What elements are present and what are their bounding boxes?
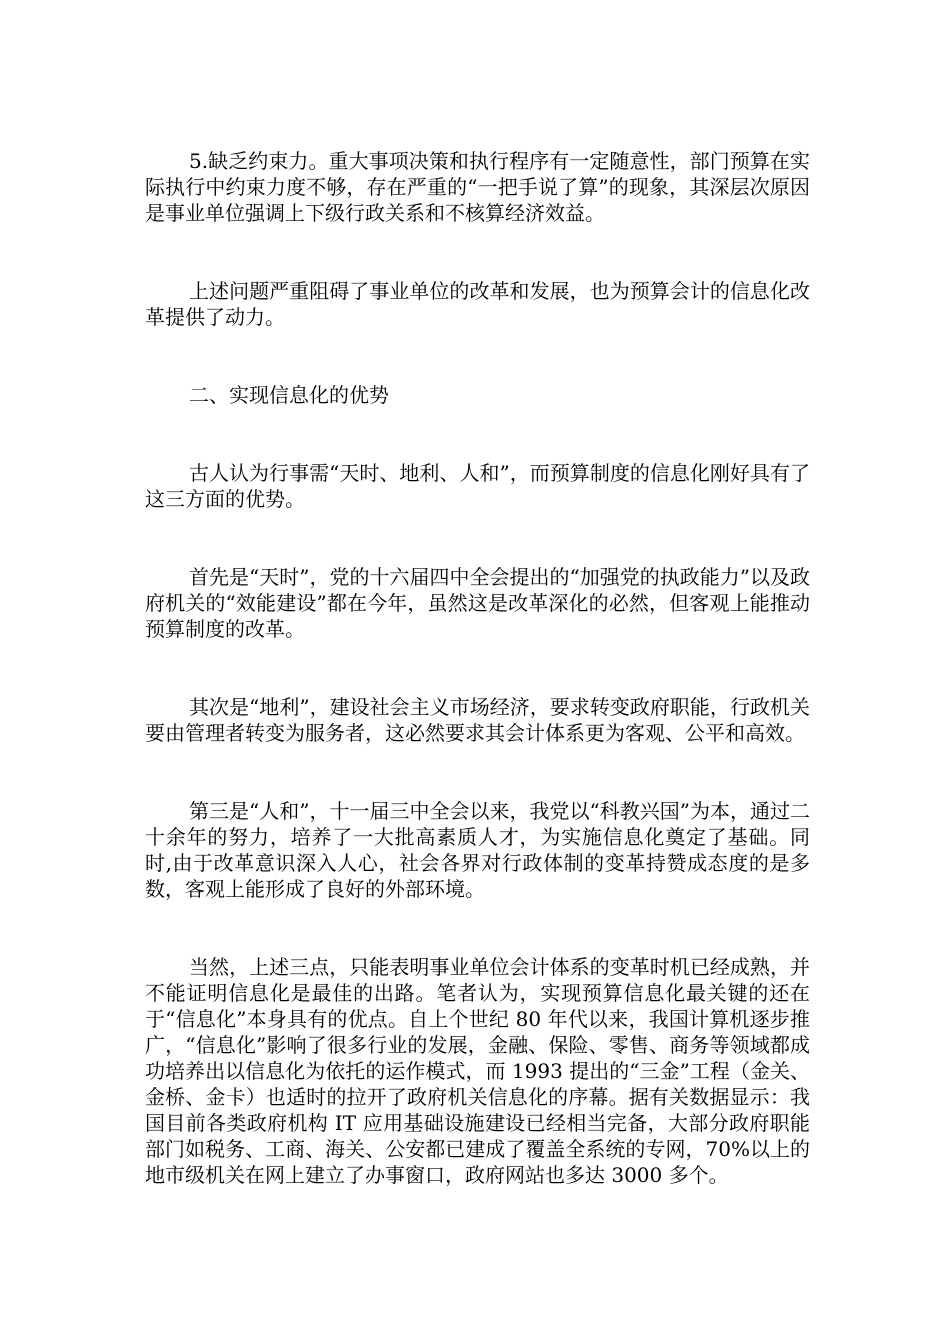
paragraph-spacer	[145, 746, 810, 798]
paragraph-spacer	[145, 226, 810, 278]
document-body	[145, 148, 810, 1188]
paragraph-timing: 首先是“天时”，党的十六届四中全会提出的“加强党的执政能力”以及政府机关的“效能建设”都在今年，虽然这是改革深化的必然，但客观上能推动预算制度的改革。	[145, 565, 810, 641]
paragraph-spacer	[145, 330, 810, 382]
paragraph-three-advantages-intro: 古人认为行事需“天时、地利、人和”，而预算制度的信息化刚好具有了这三方面的优势。	[145, 461, 810, 511]
paragraph-lack-of-constraint: 5.缺乏约束力。重大事项决策和执行程序有一定随意性，部门预算在实际执行中约束力度不够，存在严重的“一把手说了算”的现象，其深层次原因是事业单位强调上下级行政关系和不核算经济效益。	[145, 149, 810, 225]
paragraph-spacer	[145, 902, 810, 954]
paragraph-location: 其次是“地利”，建设社会主义市场经济，要求转变政府职能，行政机关要由管理者转变为服务者，这必然要求其会计体系更为客观、公平和高效。	[145, 695, 810, 745]
paragraph-informatization-benefits: 当然，上述三点，只能表明事业单位会计体系的变革时机已经成熟，并不能证明信息化是最佳的出路。笔者认为，实现预算信息化最关键的还在于“信息化”本身具有的优点。自上个世纪 80 年代以来，我国计算机逐步推广，“信息化”影响了很多行业的发展，金融、保险、零售、商务等领域都成功培养出以信息化为依托的运作模式，而 1993 提出的“三金”工程（金关、金桥、金卡）也适时的拉开了政府机关信息化的序幕。据有关数据显示：我国目前各类政府机构 IT 应用基础设施建设已经相当完备，大部分政府职能部门如税务、工商、海关、公安都已建成了覆盖全系统的专网，70%以上的地市级机关在网上建立了办事窗口，政府网站也多达 3000 多个。	[145, 955, 810, 1187]
paragraph-people: 第三是“人和”，十一届三中全会以来，我党以“科教兴国”为本，通过二十余年的努力，培养了一大批高素质人才，为实施信息化奠定了基础。同时,由于改革意识深入人心，社会各界对行政体制的变革持赞成态度的是多数，客观上能形成了良好的外部环境。	[145, 799, 810, 901]
section-heading-advantages: 二、实现信息化的优势	[189, 383, 389, 407]
paragraph-spacer	[145, 408, 810, 460]
paragraph-spacer	[145, 512, 810, 564]
paragraph-spacer	[145, 642, 810, 694]
paragraph-problems-summary: 上述问题严重阻碍了事业单位的改革和发展，也为预算会计的信息化改革提供了动力。	[145, 279, 810, 329]
